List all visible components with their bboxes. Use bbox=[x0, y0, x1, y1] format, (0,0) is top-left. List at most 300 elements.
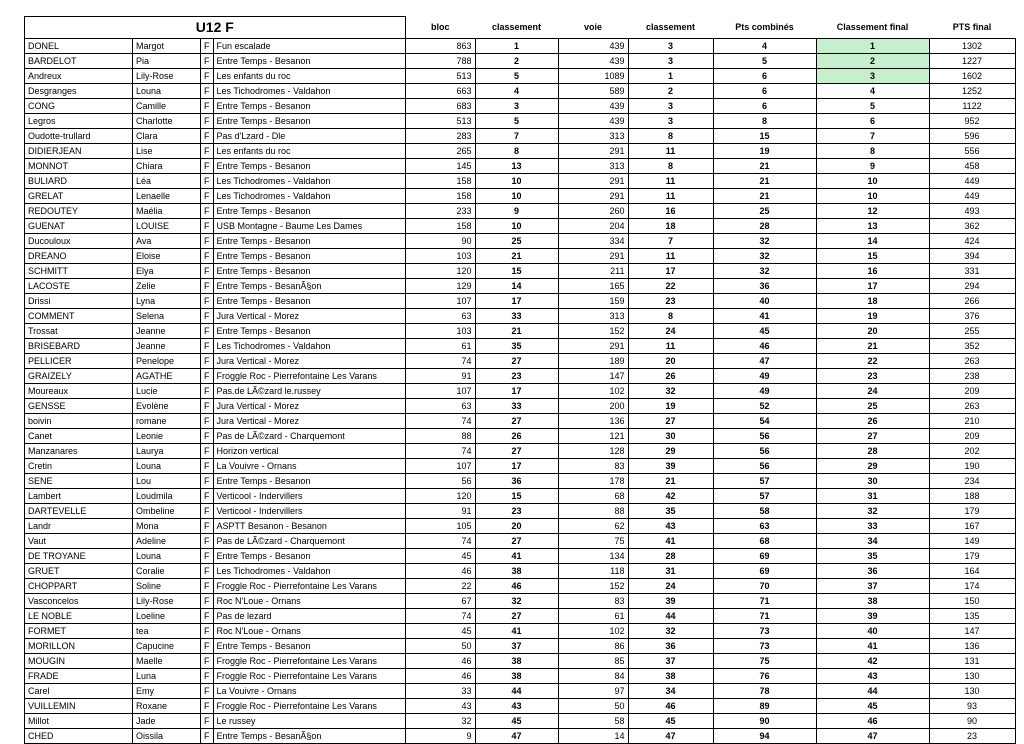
bloc-score-cell: 63 bbox=[405, 309, 475, 324]
bloc-rank-cell: 38 bbox=[475, 564, 558, 579]
combined-points-cell: 32 bbox=[713, 249, 816, 264]
last-name-cell: DONEL bbox=[25, 39, 133, 54]
club-cell: Entre Temps - Besanon bbox=[213, 294, 405, 309]
club-cell: Verticool - Indervillers bbox=[213, 489, 405, 504]
voie-score-cell: 439 bbox=[558, 99, 628, 114]
combined-points-cell: 71 bbox=[713, 609, 816, 624]
last-name-cell: DREANO bbox=[25, 249, 133, 264]
voie-rank-cell: 20 bbox=[628, 354, 713, 369]
sex-cell: F bbox=[201, 129, 214, 144]
first-name-cell: Elya bbox=[133, 264, 201, 279]
final-points-cell: 596 bbox=[929, 129, 1015, 144]
combined-points-cell: 56 bbox=[713, 459, 816, 474]
final-rank-cell: 7 bbox=[816, 129, 929, 144]
final-points-cell: 449 bbox=[929, 174, 1015, 189]
final-points-cell: 202 bbox=[929, 444, 1015, 459]
combined-points-cell: 57 bbox=[713, 489, 816, 504]
table-row bbox=[25, 429, 1016, 444]
final-points-cell: 263 bbox=[929, 399, 1015, 414]
first-name-cell: Lucie bbox=[133, 384, 201, 399]
bloc-score-cell: 90 bbox=[405, 234, 475, 249]
final-points-cell: 1227 bbox=[929, 54, 1015, 69]
first-name-cell: Evolène bbox=[133, 399, 201, 414]
club-cell: Froggle Roc - Pierrefontaine Les Varans bbox=[213, 579, 405, 594]
first-name-cell: Lily-Rose bbox=[133, 594, 201, 609]
voie-score-cell: 68 bbox=[558, 489, 628, 504]
table-row bbox=[25, 219, 1016, 234]
last-name-cell: CONG bbox=[25, 99, 133, 114]
bloc-rank-cell: 1 bbox=[475, 39, 558, 54]
final-points-cell: 130 bbox=[929, 684, 1015, 699]
club-cell: Entre Temps - BesanÃ§on bbox=[213, 279, 405, 294]
voie-score-cell: 102 bbox=[558, 624, 628, 639]
final-rank-cell: 4 bbox=[816, 84, 929, 99]
final-rank-cell: 17 bbox=[816, 279, 929, 294]
first-name-cell: Selena bbox=[133, 309, 201, 324]
bloc-score-cell: 32 bbox=[405, 714, 475, 729]
sex-cell: F bbox=[201, 54, 214, 69]
final-rank-cell: 16 bbox=[816, 264, 929, 279]
table-row bbox=[25, 189, 1016, 204]
bloc-rank-cell: 21 bbox=[475, 324, 558, 339]
sex-cell: F bbox=[201, 369, 214, 384]
final-rank-cell: 26 bbox=[816, 414, 929, 429]
club-cell: USB Montagne - Baume Les Dames bbox=[213, 219, 405, 234]
club-cell: Jura Vertical - Morez bbox=[213, 354, 405, 369]
bloc-score-cell: 107 bbox=[405, 384, 475, 399]
combined-points-cell: 94 bbox=[713, 729, 816, 744]
combined-points-cell: 21 bbox=[713, 189, 816, 204]
last-name-cell: Cretin bbox=[25, 459, 133, 474]
header-classement-final: Classement final bbox=[836, 22, 909, 33]
final-rank-cell: 32 bbox=[816, 504, 929, 519]
club-cell: Le russey bbox=[213, 714, 405, 729]
last-name-cell: CHED bbox=[25, 729, 133, 744]
final-points-cell: 150 bbox=[929, 594, 1015, 609]
combined-points-cell: 21 bbox=[713, 174, 816, 189]
bloc-score-cell: 91 bbox=[405, 504, 475, 519]
final-points-cell: 331 bbox=[929, 264, 1015, 279]
voie-rank-cell: 36 bbox=[628, 639, 713, 654]
bloc-rank-cell: 10 bbox=[475, 174, 558, 189]
first-name-cell: Maélia bbox=[133, 204, 201, 219]
last-name-cell: BARDELOT bbox=[25, 54, 133, 69]
club-cell: Roc N'Loue - Ornans bbox=[213, 624, 405, 639]
table-row bbox=[25, 144, 1016, 159]
combined-points-cell: 49 bbox=[713, 384, 816, 399]
final-points-cell: 131 bbox=[929, 654, 1015, 669]
last-name-cell: REDOUTEY bbox=[25, 204, 133, 219]
first-name-cell: Roxane bbox=[133, 699, 201, 714]
first-name-cell: Emy bbox=[133, 684, 201, 699]
bloc-score-cell: 158 bbox=[405, 219, 475, 234]
voie-rank-cell: 1 bbox=[628, 69, 713, 84]
final-rank-cell: 27 bbox=[816, 429, 929, 444]
bloc-score-cell: 158 bbox=[405, 174, 475, 189]
first-name-cell: Louna bbox=[133, 549, 201, 564]
voie-rank-cell: 3 bbox=[628, 39, 713, 54]
voie-rank-cell: 7 bbox=[628, 234, 713, 249]
bloc-score-cell: 265 bbox=[405, 144, 475, 159]
sex-cell: F bbox=[201, 249, 214, 264]
header-bloc: bloc bbox=[430, 22, 450, 33]
voie-score-cell: 86 bbox=[558, 639, 628, 654]
sex-cell: F bbox=[201, 264, 214, 279]
combined-points-cell: 21 bbox=[713, 159, 816, 174]
combined-points-cell: 46 bbox=[713, 339, 816, 354]
header-voie: voie bbox=[583, 22, 602, 33]
last-name-cell: Trossat bbox=[25, 324, 133, 339]
first-name-cell: Eloise bbox=[133, 249, 201, 264]
bloc-rank-cell: 36 bbox=[475, 474, 558, 489]
final-points-cell: 424 bbox=[929, 234, 1015, 249]
table-row bbox=[25, 729, 1016, 744]
bloc-rank-cell: 35 bbox=[475, 339, 558, 354]
final-points-cell: 179 bbox=[929, 549, 1015, 564]
final-points-cell: 209 bbox=[929, 429, 1015, 444]
voie-rank-cell: 32 bbox=[628, 624, 713, 639]
combined-points-cell: 32 bbox=[713, 264, 816, 279]
voie-rank-cell: 11 bbox=[628, 189, 713, 204]
last-name-cell: DE TROYANE bbox=[25, 549, 133, 564]
bloc-score-cell: 91 bbox=[405, 369, 475, 384]
table-row bbox=[25, 39, 1016, 54]
table-row bbox=[25, 234, 1016, 249]
bloc-rank-cell: 5 bbox=[475, 69, 558, 84]
combined-points-cell: 4 bbox=[713, 39, 816, 54]
final-rank-cell: 25 bbox=[816, 399, 929, 414]
first-name-cell: AGATHE bbox=[133, 369, 201, 384]
first-name-cell: Leonie bbox=[133, 429, 201, 444]
bloc-score-cell: 107 bbox=[405, 459, 475, 474]
club-cell: Entre Temps - Besanon bbox=[213, 159, 405, 174]
sex-cell: F bbox=[201, 729, 214, 744]
final-rank-cell: 13 bbox=[816, 219, 929, 234]
final-points-cell: 135 bbox=[929, 609, 1015, 624]
voie-rank-cell: 39 bbox=[628, 459, 713, 474]
bloc-rank-cell: 10 bbox=[475, 219, 558, 234]
last-name-cell: DARTEVELLE bbox=[25, 504, 133, 519]
voie-rank-cell: 11 bbox=[628, 174, 713, 189]
table-row bbox=[25, 564, 1016, 579]
final-points-cell: 1122 bbox=[929, 99, 1015, 114]
table-row bbox=[25, 639, 1016, 654]
voie-rank-cell: 11 bbox=[628, 249, 713, 264]
combined-points-cell: 73 bbox=[713, 624, 816, 639]
club-cell: Les enfants du roc bbox=[213, 69, 405, 84]
voie-score-cell: 83 bbox=[558, 594, 628, 609]
table-row bbox=[25, 684, 1016, 699]
sex-cell: F bbox=[201, 654, 214, 669]
bloc-rank-cell: 8 bbox=[475, 144, 558, 159]
voie-score-cell: 439 bbox=[558, 54, 628, 69]
bloc-rank-cell: 4 bbox=[475, 84, 558, 99]
final-points-cell: 209 bbox=[929, 384, 1015, 399]
bloc-score-cell: 33 bbox=[405, 684, 475, 699]
sex-cell: F bbox=[201, 684, 214, 699]
header-row bbox=[25, 17, 1016, 39]
voie-score-cell: 260 bbox=[558, 204, 628, 219]
bloc-score-cell: 103 bbox=[405, 249, 475, 264]
table-row bbox=[25, 114, 1016, 129]
voie-rank-cell: 41 bbox=[628, 534, 713, 549]
table-row bbox=[25, 699, 1016, 714]
last-name-cell: Carel bbox=[25, 684, 133, 699]
final-rank-cell: 19 bbox=[816, 309, 929, 324]
first-name-cell: tea bbox=[133, 624, 201, 639]
voie-rank-cell: 18 bbox=[628, 219, 713, 234]
club-cell: Les Tichodromes - Valdahon bbox=[213, 84, 405, 99]
bloc-rank-cell: 9 bbox=[475, 204, 558, 219]
last-name-cell: Legros bbox=[25, 114, 133, 129]
sex-cell: F bbox=[201, 624, 214, 639]
first-name-cell: Coralie bbox=[133, 564, 201, 579]
table-row bbox=[25, 594, 1016, 609]
first-name-cell: Loudmila bbox=[133, 489, 201, 504]
first-name-cell: Ava bbox=[133, 234, 201, 249]
first-name-cell: Mona bbox=[133, 519, 201, 534]
final-points-cell: 234 bbox=[929, 474, 1015, 489]
final-rank-cell: 12 bbox=[816, 204, 929, 219]
club-cell: Pas de LÃ©zard - Charquemont bbox=[213, 429, 405, 444]
results-table bbox=[24, 16, 1016, 744]
bloc-rank-cell: 44 bbox=[475, 684, 558, 699]
final-points-cell: 136 bbox=[929, 639, 1015, 654]
voie-rank-cell: 2 bbox=[628, 84, 713, 99]
final-rank-cell: 9 bbox=[816, 159, 929, 174]
combined-points-cell: 52 bbox=[713, 399, 816, 414]
final-points-cell: 179 bbox=[929, 504, 1015, 519]
bloc-rank-cell: 3 bbox=[475, 99, 558, 114]
voie-rank-cell: 23 bbox=[628, 294, 713, 309]
final-rank-cell: 39 bbox=[816, 609, 929, 624]
final-rank-cell: 35 bbox=[816, 549, 929, 564]
first-name-cell: Chiara bbox=[133, 159, 201, 174]
bloc-score-cell: 67 bbox=[405, 594, 475, 609]
final-points-cell: 210 bbox=[929, 414, 1015, 429]
bloc-score-cell: 45 bbox=[405, 549, 475, 564]
sex-cell: F bbox=[201, 174, 214, 189]
last-name-cell: COMMENT bbox=[25, 309, 133, 324]
bloc-score-cell: 74 bbox=[405, 414, 475, 429]
voie-score-cell: 61 bbox=[558, 609, 628, 624]
bloc-score-cell: 863 bbox=[405, 39, 475, 54]
voie-rank-cell: 8 bbox=[628, 129, 713, 144]
results-sheet bbox=[24, 16, 1016, 744]
first-name-cell: Margot bbox=[133, 39, 201, 54]
final-rank-cell: 34 bbox=[816, 534, 929, 549]
first-name-cell: Zelie bbox=[133, 279, 201, 294]
voie-score-cell: 62 bbox=[558, 519, 628, 534]
voie-rank-cell: 47 bbox=[628, 729, 713, 744]
club-cell: Jura Vertical - Morez bbox=[213, 309, 405, 324]
final-rank-cell: 2 bbox=[816, 54, 929, 69]
voie-score-cell: 85 bbox=[558, 654, 628, 669]
voie-score-cell: 313 bbox=[558, 159, 628, 174]
final-rank-cell: 37 bbox=[816, 579, 929, 594]
combined-points-cell: 56 bbox=[713, 429, 816, 444]
bloc-score-cell: 107 bbox=[405, 294, 475, 309]
header-pts-combines: Pts combinés bbox=[735, 22, 794, 33]
final-points-cell: 190 bbox=[929, 459, 1015, 474]
voie-rank-cell: 31 bbox=[628, 564, 713, 579]
combined-points-cell: 40 bbox=[713, 294, 816, 309]
combined-points-cell: 57 bbox=[713, 474, 816, 489]
voie-score-cell: 102 bbox=[558, 384, 628, 399]
combined-points-cell: 89 bbox=[713, 699, 816, 714]
bloc-score-cell: 103 bbox=[405, 324, 475, 339]
bloc-rank-cell: 10 bbox=[475, 189, 558, 204]
voie-score-cell: 439 bbox=[558, 114, 628, 129]
table-row bbox=[25, 324, 1016, 339]
final-rank-cell: 38 bbox=[816, 594, 929, 609]
bloc-score-cell: 283 bbox=[405, 129, 475, 144]
voie-score-cell: 313 bbox=[558, 129, 628, 144]
table-row bbox=[25, 159, 1016, 174]
combined-points-cell: 36 bbox=[713, 279, 816, 294]
first-name-cell: Louna bbox=[133, 459, 201, 474]
voie-score-cell: 204 bbox=[558, 219, 628, 234]
voie-score-cell: 128 bbox=[558, 444, 628, 459]
table-title: U12 F bbox=[25, 17, 406, 39]
sex-cell: F bbox=[201, 219, 214, 234]
table-row bbox=[25, 99, 1016, 114]
club-cell: Les Tichodromes - Valdahon bbox=[213, 564, 405, 579]
last-name-cell: Manzanares bbox=[25, 444, 133, 459]
club-cell: Entre Temps - Besanon bbox=[213, 549, 405, 564]
last-name-cell: Landr bbox=[25, 519, 133, 534]
final-points-cell: 294 bbox=[929, 279, 1015, 294]
bloc-score-cell: 74 bbox=[405, 534, 475, 549]
first-name-cell: Lenaelle bbox=[133, 189, 201, 204]
last-name-cell: SENE bbox=[25, 474, 133, 489]
club-cell: Les Tichodromes - Valdahon bbox=[213, 339, 405, 354]
table-row bbox=[25, 504, 1016, 519]
table-row bbox=[25, 459, 1016, 474]
club-cell: Les enfants du roc bbox=[213, 144, 405, 159]
last-name-cell: Moureaux bbox=[25, 384, 133, 399]
voie-score-cell: 291 bbox=[558, 249, 628, 264]
sex-cell: F bbox=[201, 669, 214, 684]
last-name-cell: MORILLON bbox=[25, 639, 133, 654]
club-cell: La Vouivre - Ornans bbox=[213, 684, 405, 699]
last-name-cell: MOUGIN bbox=[25, 654, 133, 669]
club-cell: Entre Temps - Besanon bbox=[213, 474, 405, 489]
table-row bbox=[25, 174, 1016, 189]
bloc-rank-cell: 25 bbox=[475, 234, 558, 249]
voie-rank-cell: 24 bbox=[628, 324, 713, 339]
bloc-rank-cell: 37 bbox=[475, 639, 558, 654]
voie-rank-cell: 32 bbox=[628, 384, 713, 399]
voie-rank-cell: 3 bbox=[628, 114, 713, 129]
club-cell: Entre Temps - BesanÃ§on bbox=[213, 729, 405, 744]
voie-score-cell: 291 bbox=[558, 189, 628, 204]
first-name-cell: Camille bbox=[133, 99, 201, 114]
combined-points-cell: 6 bbox=[713, 99, 816, 114]
sex-cell: F bbox=[201, 474, 214, 489]
last-name-cell: FORMET bbox=[25, 624, 133, 639]
bloc-score-cell: 683 bbox=[405, 99, 475, 114]
final-rank-cell: 3 bbox=[816, 69, 929, 84]
bloc-score-cell: 233 bbox=[405, 204, 475, 219]
final-points-cell: 952 bbox=[929, 114, 1015, 129]
voie-rank-cell: 42 bbox=[628, 489, 713, 504]
final-rank-cell: 44 bbox=[816, 684, 929, 699]
final-rank-cell: 5 bbox=[816, 99, 929, 114]
bloc-rank-cell: 27 bbox=[475, 414, 558, 429]
voie-rank-cell: 11 bbox=[628, 339, 713, 354]
table-row bbox=[25, 54, 1016, 69]
final-rank-cell: 22 bbox=[816, 354, 929, 369]
sex-cell: F bbox=[201, 69, 214, 84]
last-name-cell: DIDIERJEAN bbox=[25, 144, 133, 159]
final-points-cell: 174 bbox=[929, 579, 1015, 594]
first-name-cell: Loeline bbox=[133, 609, 201, 624]
final-rank-cell: 10 bbox=[816, 174, 929, 189]
club-cell: Roc N'Loue - Ornans bbox=[213, 594, 405, 609]
final-points-cell: 458 bbox=[929, 159, 1015, 174]
voie-score-cell: 50 bbox=[558, 699, 628, 714]
voie-score-cell: 165 bbox=[558, 279, 628, 294]
sex-cell: F bbox=[201, 429, 214, 444]
voie-score-cell: 152 bbox=[558, 324, 628, 339]
final-rank-cell: 8 bbox=[816, 144, 929, 159]
first-name-cell: Léa bbox=[133, 174, 201, 189]
first-name-cell: Lise bbox=[133, 144, 201, 159]
first-name-cell: Charlotte bbox=[133, 114, 201, 129]
sex-cell: F bbox=[201, 279, 214, 294]
table-row bbox=[25, 354, 1016, 369]
final-points-cell: 556 bbox=[929, 144, 1015, 159]
bloc-rank-cell: 15 bbox=[475, 489, 558, 504]
club-cell: Pas de lezard bbox=[213, 609, 405, 624]
voie-rank-cell: 19 bbox=[628, 399, 713, 414]
bloc-rank-cell: 17 bbox=[475, 459, 558, 474]
table-row bbox=[25, 489, 1016, 504]
table-row bbox=[25, 264, 1016, 279]
final-points-cell: 147 bbox=[929, 624, 1015, 639]
sex-cell: F bbox=[201, 534, 214, 549]
combined-points-cell: 90 bbox=[713, 714, 816, 729]
club-cell: Horizon vertical bbox=[213, 444, 405, 459]
bloc-score-cell: 9 bbox=[405, 729, 475, 744]
final-points-cell: 376 bbox=[929, 309, 1015, 324]
last-name-cell: Lambert bbox=[25, 489, 133, 504]
voie-score-cell: 121 bbox=[558, 429, 628, 444]
first-name-cell: Jeanne bbox=[133, 324, 201, 339]
last-name-cell: GRUET bbox=[25, 564, 133, 579]
first-name-cell: Laurya bbox=[133, 444, 201, 459]
last-name-cell: LACOSTE bbox=[25, 279, 133, 294]
bloc-rank-cell: 20 bbox=[475, 519, 558, 534]
last-name-cell: GUENAT bbox=[25, 219, 133, 234]
final-points-cell: 164 bbox=[929, 564, 1015, 579]
sex-cell: F bbox=[201, 699, 214, 714]
final-rank-cell: 1 bbox=[816, 39, 929, 54]
voie-rank-cell: 24 bbox=[628, 579, 713, 594]
sex-cell: F bbox=[201, 39, 214, 54]
combined-points-cell: 63 bbox=[713, 519, 816, 534]
sex-cell: F bbox=[201, 324, 214, 339]
first-name-cell: Jeanne bbox=[133, 339, 201, 354]
final-points-cell: 188 bbox=[929, 489, 1015, 504]
sex-cell: F bbox=[201, 339, 214, 354]
club-cell: Entre Temps - Besanon bbox=[213, 204, 405, 219]
bloc-rank-cell: 41 bbox=[475, 624, 558, 639]
first-name-cell: Louna bbox=[133, 84, 201, 99]
club-cell: Froggle Roc - Pierrefontaine Les Varans bbox=[213, 669, 405, 684]
bloc-rank-cell: 23 bbox=[475, 504, 558, 519]
